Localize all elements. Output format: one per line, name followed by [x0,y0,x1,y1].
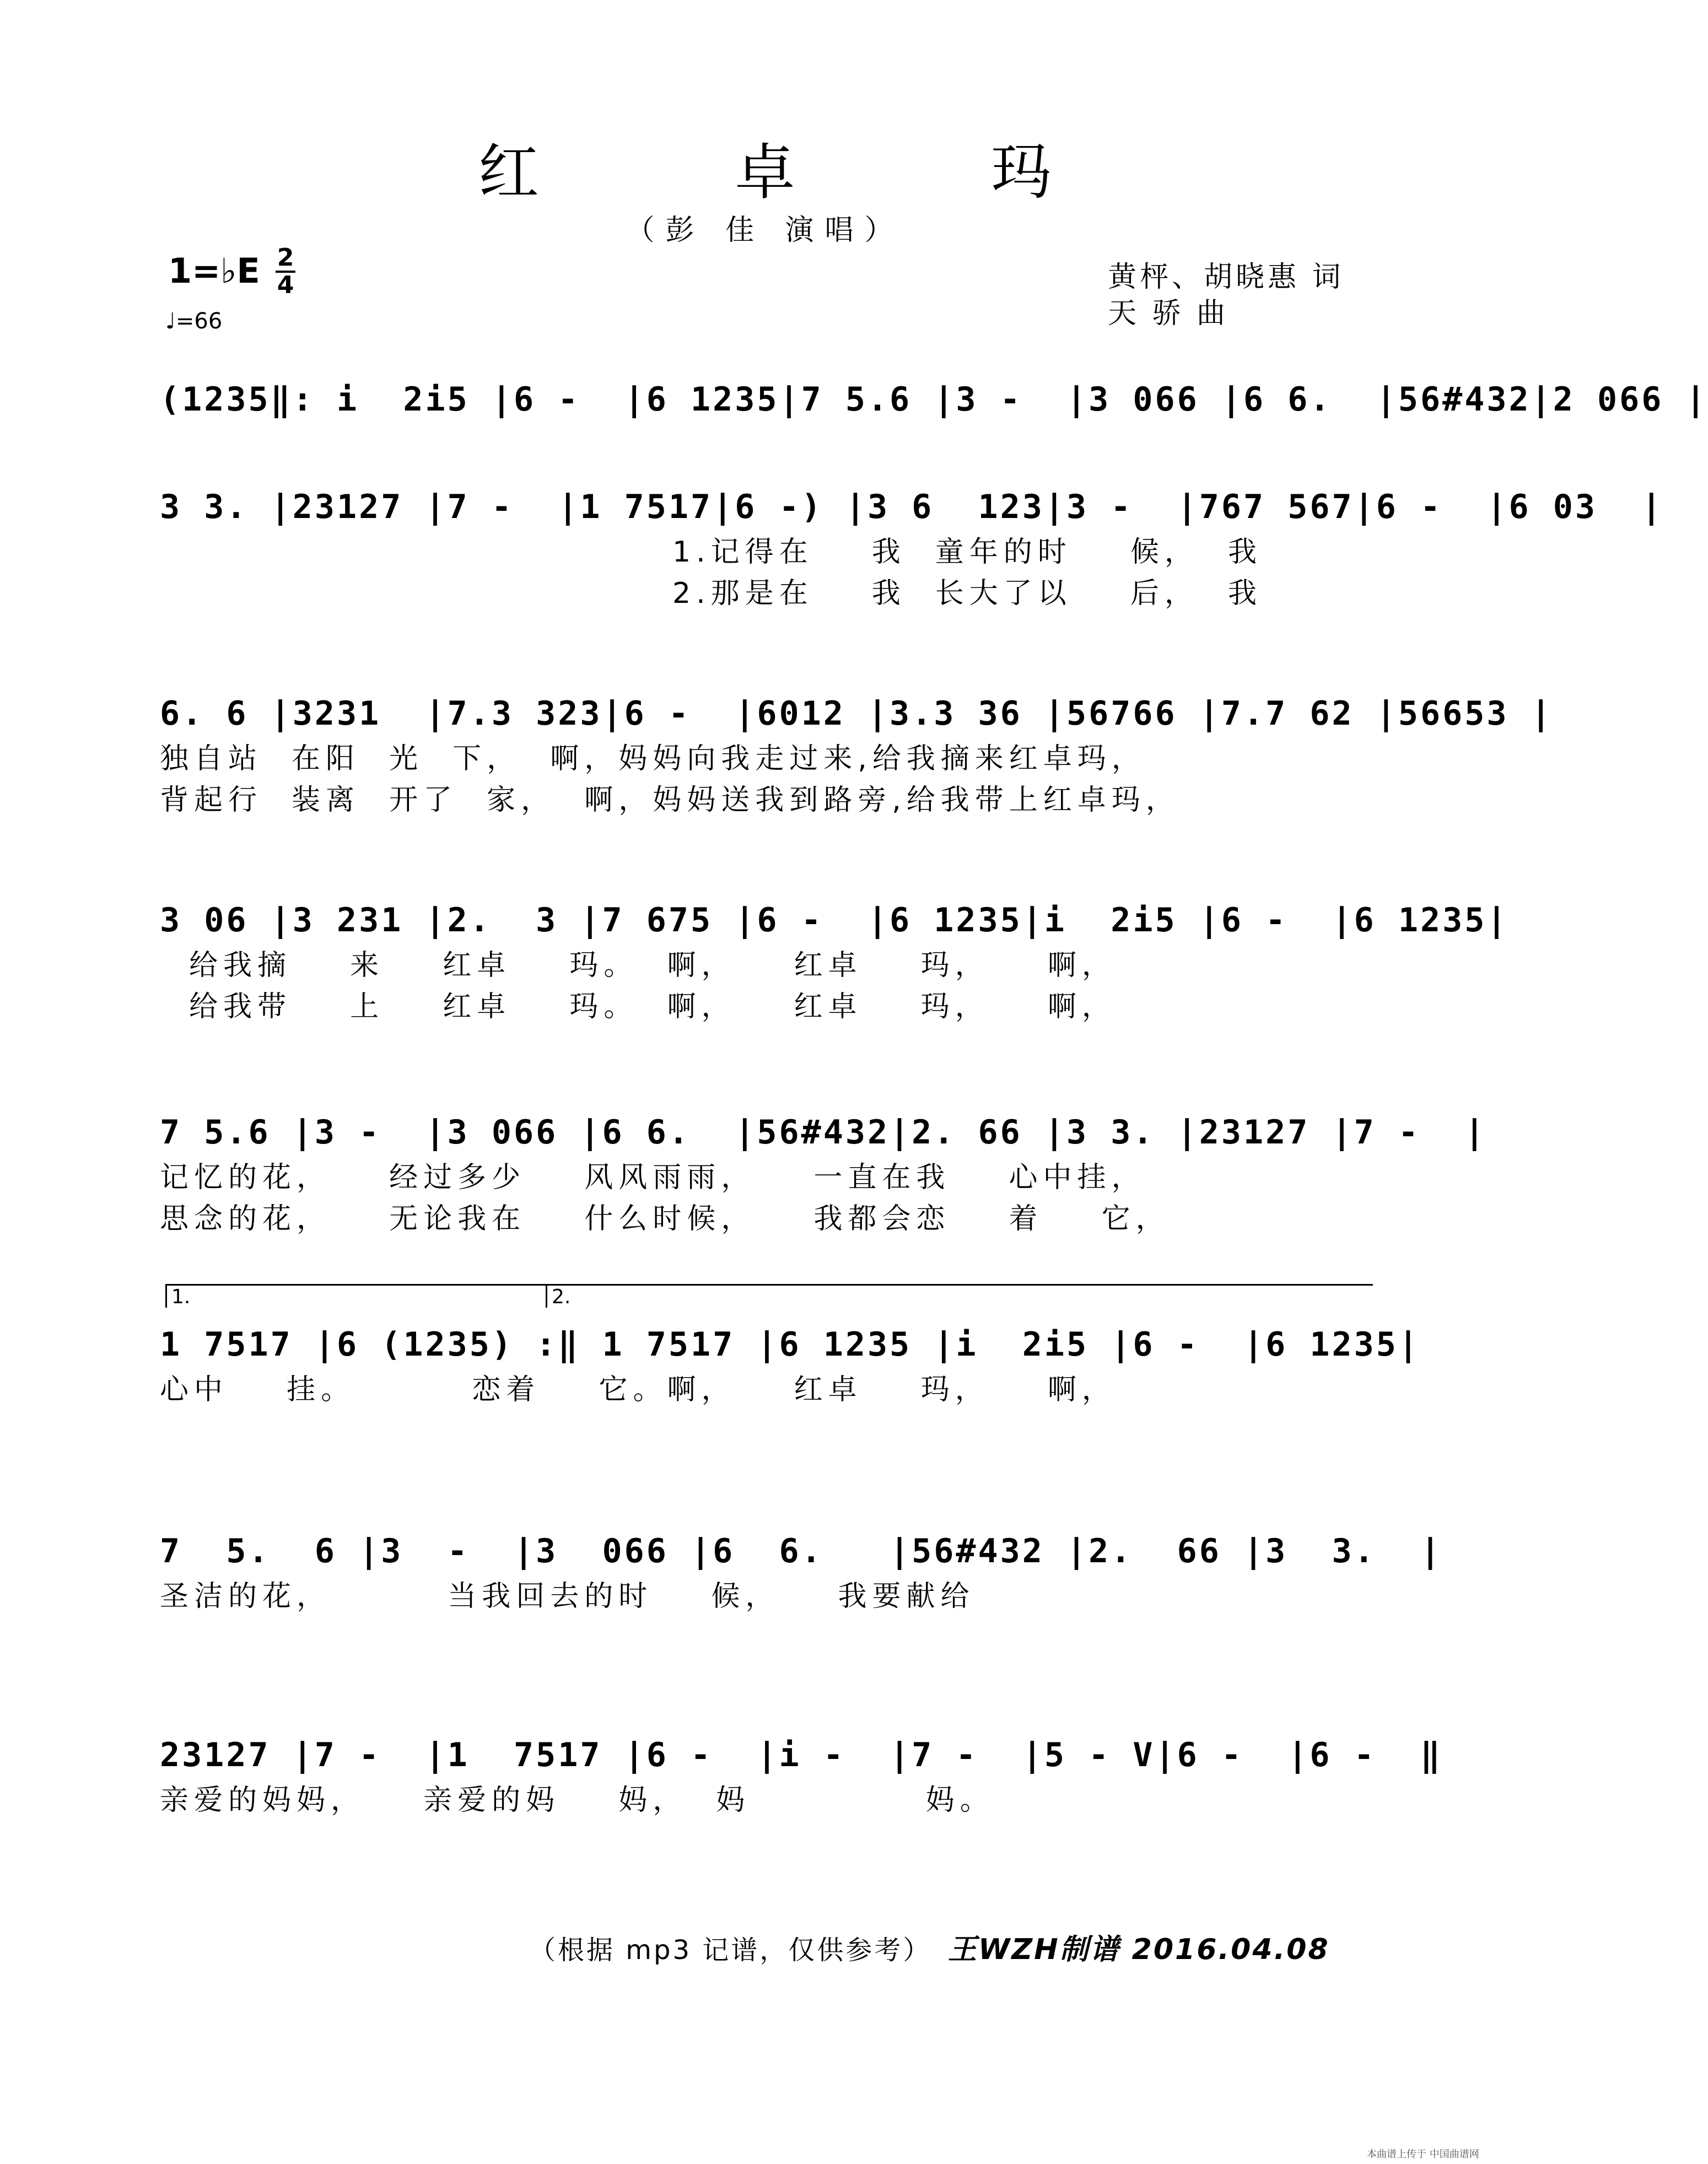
notes-line: 7 5.6 |3 - |3 066 |6 6. |56#432|2. 66 |3 3. |23127 |7 - | [160,1113,1487,1152]
composer: 天 骄 曲 [1108,297,1229,330]
score-system-2 [160,482,1664,614]
lyric-line: 圣洁的花， 当我回去的时 候， 我要献给 [160,1580,975,1613]
transcription-note: （根据 mp3 记谱，仅供参考） [529,1935,932,1966]
tempo-mark: ♩=66 [165,309,223,334]
volta-first-ending: 1. [165,1284,546,1308]
notes-line: 7 5. 6 |3 - |3 066 |6 6. |56#432 |2. 66 |3 3. | [160,1532,1443,1571]
score-system-1 [160,375,1708,424]
meter-bottom: 4 [277,271,294,299]
singer-line: （彭 佳 演唱） [626,214,904,247]
score-system-8 [160,1730,1443,1821]
lyric-line: 亲爱的妈妈， 亲爱的妈 妈， 妈 妈。 [160,1784,994,1817]
song-title: 红 卓 玛 [478,137,1140,208]
volta-second-ending: 2. [546,1284,1373,1308]
lyric-verse-1: 独自站 在阳 光 下， 啊，妈妈向我走过来,给我摘来红卓玛， [160,742,1146,775]
score-system-6 [160,1320,1421,1411]
score-system-3 [160,689,1553,821]
notes-line: 3 06 |3 231 |2. 3 |7 675 |6 - |6 1235|i 2i5 |6 - |6 1235| [160,901,1509,940]
score-system-4 [160,895,1509,1028]
transcriber-signature: 王WZH制谱 2016.04.08 [948,1933,1330,1966]
time-signature [276,245,295,298]
key-signature: 1=♭E [168,251,260,291]
notes-line: 3 3. |23127 |7 - |1 7517|6 -) |3 6 123|3 - |767 567|6 - |6 03 | [160,488,1664,526]
lyricist: 黄枰、胡晓惠 词 [1108,261,1344,294]
credits [1108,259,1344,332]
meter-top: 2 [277,244,294,272]
score-system-5 [160,1108,1487,1240]
lyric-verse-1: 1.记得在 我 童年的时 候， 我 [672,536,1262,569]
lyric-verse-1: 给我摘 来 红卓 玛。 啊， 红卓 玛， 啊， [160,949,1116,982]
lyric-verse-2: 背起行 装离 开了 家， 啊，妈妈送我到路旁,给我带上红卓玛， [160,784,1180,817]
watermark: 本曲谱上传于 中国曲谱网 [1367,2149,1479,2160]
lyric-verse-2: 2.那是在 我 长大了以 后， 我 [672,577,1262,610]
lyric-verse-2: 给我带 上 红卓 玛。 啊， 红卓 玛， 啊， [160,990,1116,1023]
notes-line: 1 7517 |6 (1235) :‖ 1 7517 |6 1235 |i 2i5 |6 - |6 1235| [160,1325,1421,1364]
lyric-line: 心中 挂。 恋着 它。啊， 红卓 玛， 啊， [160,1373,1116,1406]
notes-line: 6. 6 |3231 |7.3 323|6 - |6012 |3.3 36 |56766 |7.7 62 |56653 | [160,694,1553,733]
lyric-verse-2: 思念的花， 无论我在 什么时候， 我都会恋 着 它， [160,1202,1170,1235]
notes-line: 23127 |7 - |1 7517 |6 - |i - |7 - |5 - V|6 - |6 - ‖ [160,1736,1443,1774]
score-system-7 [160,1526,1443,1617]
notes-line: (1235‖: i 2i5 |6 - |6 1235|7 5.6 |3 - |3 066 |6 6. |56#432|2 066 | [160,380,1708,419]
lyric-verse-1: 记忆的花， 经过多少 风风雨雨， 一直在我 心中挂， [160,1161,1146,1194]
